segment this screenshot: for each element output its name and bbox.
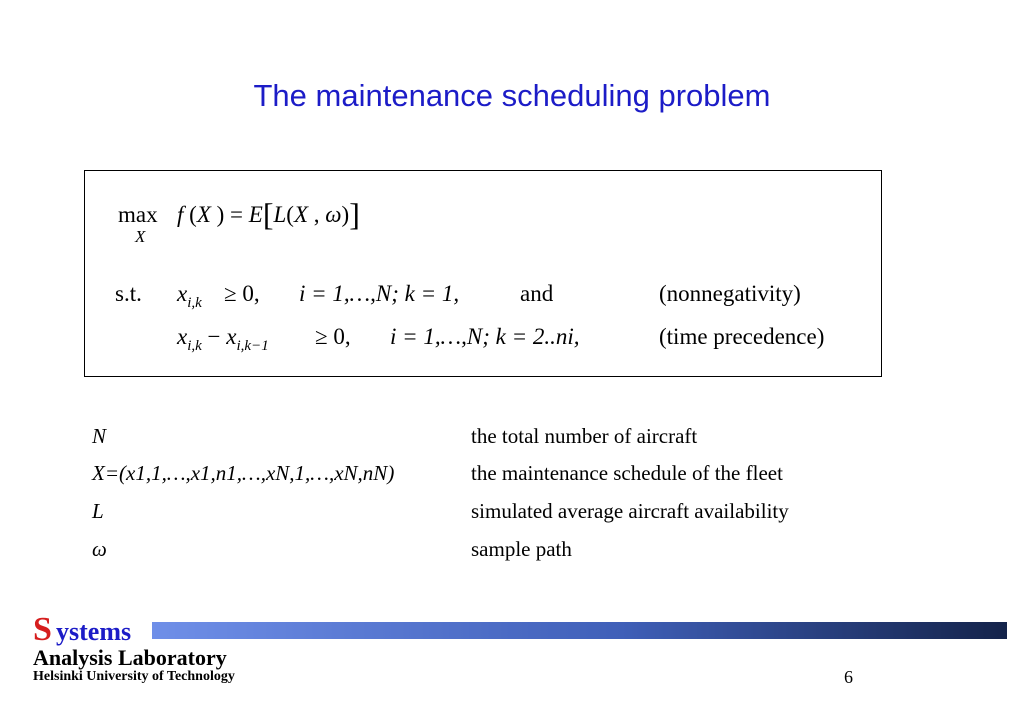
page-number: 6 bbox=[844, 667, 853, 687]
lab-name: Analysis Laboratory bbox=[33, 645, 227, 670]
slide-title: The maintenance scheduling problem bbox=[253, 78, 771, 113]
definition-symbol: N bbox=[92, 424, 107, 448]
definition-description: the maintenance schedule of the fleet bbox=[471, 461, 783, 485]
constraint-2-index: i = 1,…,N; k = 2..ni, bbox=[390, 324, 580, 349]
constraint-1-joiner: and bbox=[520, 281, 554, 306]
definition-row bbox=[0, 461, 1024, 489]
constraint-2-tag: (time precedence) bbox=[659, 324, 825, 349]
constraint-1-tag: (nonnegativity) bbox=[659, 281, 801, 306]
definition-symbol: ω bbox=[92, 537, 107, 561]
constraint-1-variable: $x_{i,k}$ bbox=[177, 281, 202, 311]
university-name: Helsinki University of Technology bbox=[33, 669, 235, 684]
objective-expression: f (X ) = E[L(X , ω)] bbox=[177, 196, 360, 232]
logo-text: ystems bbox=[56, 617, 132, 646]
definition-row bbox=[0, 424, 1024, 452]
constraint-2-condition: ≥ 0, bbox=[315, 324, 351, 349]
logo-initial: S bbox=[33, 611, 52, 648]
max-operator: max bbox=[118, 202, 158, 227]
constraint-1-condition: ≥ 0, bbox=[224, 281, 260, 306]
definition-symbol-schedule: X=(x1,1,…,x1,n1,…,xN,1,…,xN,nN) bbox=[92, 461, 395, 485]
constraint-1-index: i = 1,…,N; k = 1, bbox=[299, 281, 460, 306]
max-subscript: X bbox=[135, 227, 146, 246]
definition-description: simulated average aircraft availability bbox=[471, 499, 789, 523]
formula-box bbox=[84, 170, 882, 377]
definition-description: sample path bbox=[471, 537, 572, 561]
subject-to-label: s.t. bbox=[115, 281, 142, 306]
definition-description: the total number of aircraft bbox=[471, 424, 698, 448]
definition-row bbox=[0, 499, 1024, 527]
definition-row bbox=[0, 537, 1024, 565]
definition-symbol: L bbox=[92, 499, 104, 523]
constraint-2-variables: $x_{i,k} - x_{i,k-1}$ bbox=[177, 324, 269, 354]
footer-gradient-bar bbox=[152, 622, 1007, 639]
